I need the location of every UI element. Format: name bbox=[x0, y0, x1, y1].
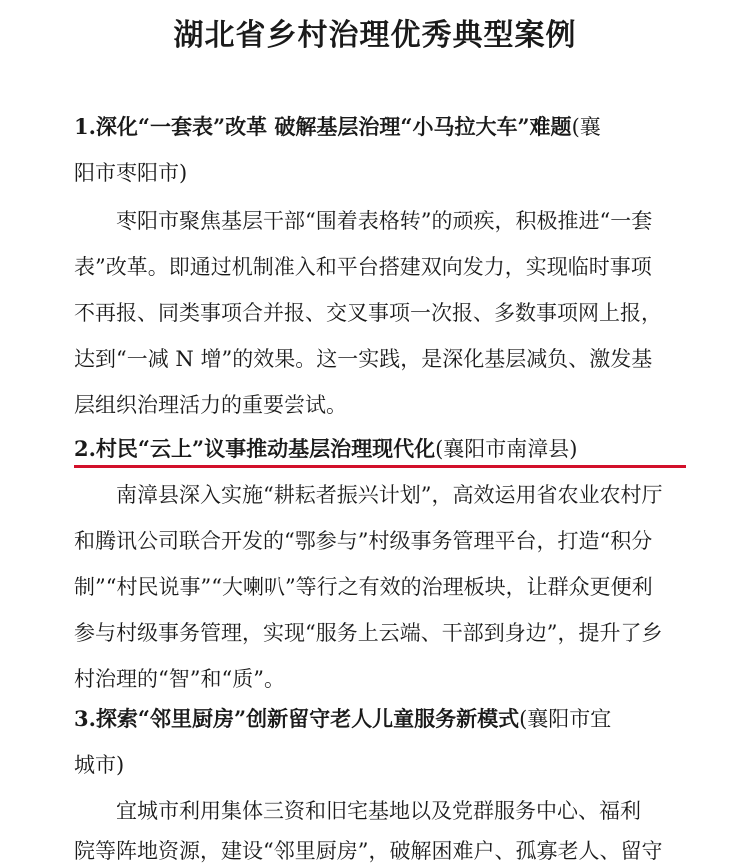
section-2-body-line-2: 和腾讯公司联合开发的“鄂参与”村级事务管理平台，打造“积分 bbox=[74, 529, 653, 553]
section-2-heading bbox=[74, 436, 577, 462]
section-2-body-line-1: 南漳县深入实施“耕耘者振兴计划”，高效运用省农业农村厅 bbox=[116, 483, 663, 507]
section-3-heading-tail: (襄阳市宜 bbox=[519, 707, 612, 731]
section-1-body-line-2: 表”改革。即通过机制准入和平台搭建双向发力，实现临时事项 bbox=[74, 255, 652, 279]
section-1-heading-line2: 阳市枣阳市) bbox=[74, 161, 188, 185]
section-2-heading-text: 2.村民“云上”议事推动基层治理现代化 bbox=[74, 436, 436, 461]
section-2-body-line-3: 制”“村民说事”“大喇叭”等行之有效的治理板块，让群众更便利 bbox=[74, 575, 653, 599]
section-1-heading bbox=[74, 114, 601, 140]
section-1-body-line-5: 层组织治理活力的重要尝试。 bbox=[74, 393, 347, 417]
section-3-body-line-2: 院等阵地资源，建设“邻里厨房”，破解困难户、孤寡老人、留守 bbox=[74, 839, 663, 863]
section-3-heading-line2: 城市) bbox=[74, 753, 125, 777]
section-2-red-underline bbox=[74, 465, 686, 468]
section-1-body-line-4: 达到“一减 N 增”的效果。这一实践，是深化基层减负、激发基 bbox=[74, 347, 653, 371]
section-1-body-line-3: 不再报、同类事项合并报、交叉事项一次报、多数事项网上报， bbox=[74, 301, 662, 325]
document-title: 湖北省乡村治理优秀典型案例 bbox=[173, 18, 577, 53]
section-1-heading-text: 1.深化“一套表”改革 破解基层治理“小马拉大车”难题 bbox=[74, 114, 572, 139]
section-3-heading-cont bbox=[74, 752, 124, 778]
section-2-body-line-4: 参与村级事务管理，实现“服务上云端、干部到身边”，提升了乡 bbox=[74, 621, 663, 645]
section-1-heading-cont bbox=[74, 160, 187, 186]
section-3-heading bbox=[74, 706, 611, 732]
section-1-body-line-1: 枣阳市聚焦基层干部“围着表格转”的顽疾，积极推进“一套 bbox=[116, 209, 653, 233]
section-2-heading-tail: (襄阳市南漳县) bbox=[435, 437, 578, 461]
section-3-body-line-1: 宜城市利用集体三资和旧宅基地以及党群服务中心、福利 bbox=[116, 799, 641, 823]
section-3-heading-text: 3.探索“邻里厨房”创新留守老人儿童服务新模式 bbox=[74, 706, 520, 731]
section-2-body-line-5: 村治理的“智”和“质”。 bbox=[74, 667, 285, 691]
section-1-heading-tail: (襄 bbox=[571, 115, 601, 139]
